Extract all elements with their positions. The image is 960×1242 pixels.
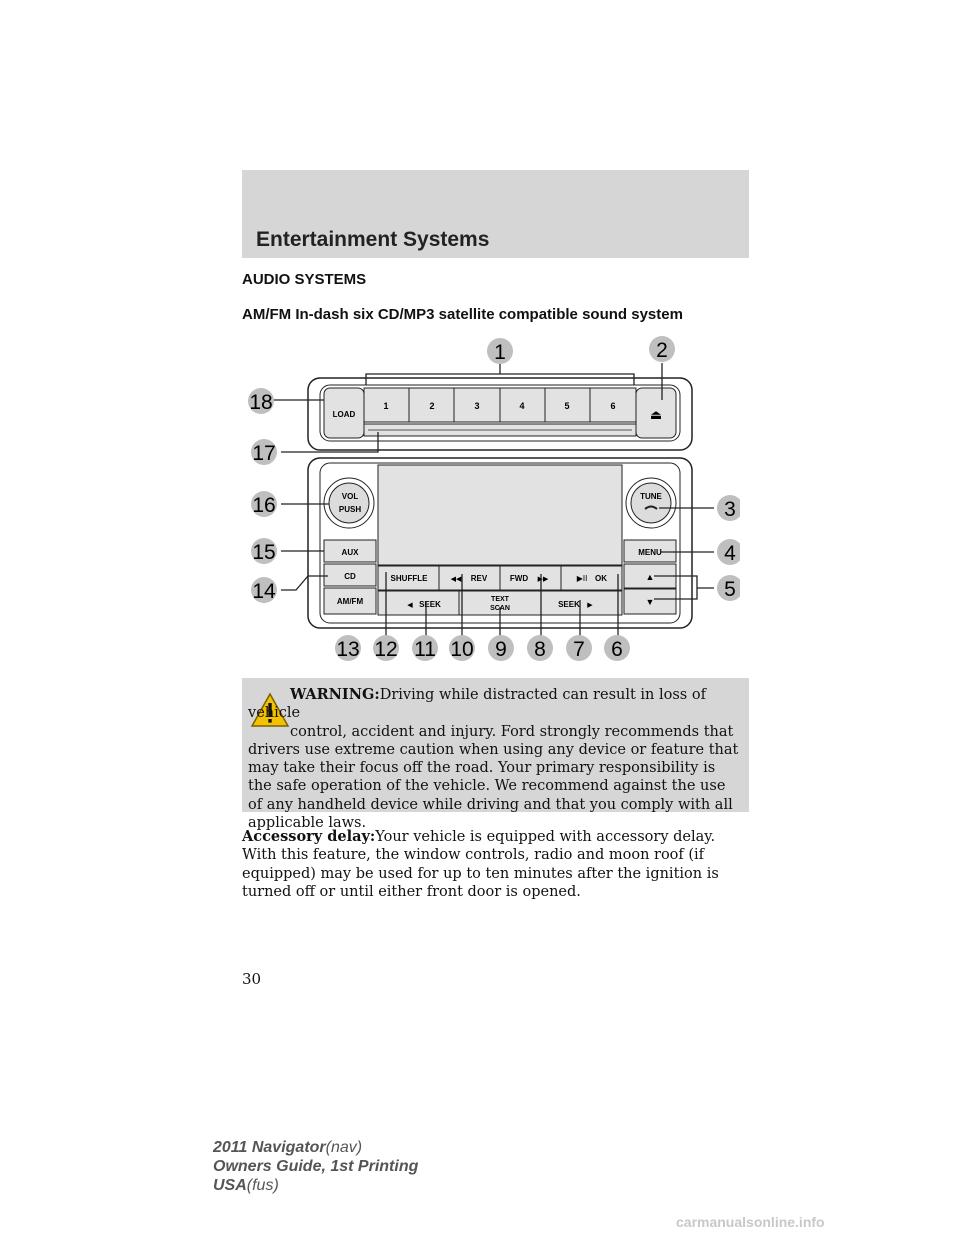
footer-model: 2011 Navigator bbox=[213, 1139, 326, 1156]
page-title: Entertainment Systems bbox=[256, 228, 490, 251]
fwd-label: FWD bbox=[509, 574, 529, 583]
callout-13: 13 bbox=[336, 638, 360, 661]
callout-7: 7 bbox=[573, 638, 585, 661]
preset-3-label: 3 bbox=[474, 401, 480, 411]
eject-icon: ⏏ bbox=[649, 407, 663, 422]
warning-label: WARNING: bbox=[290, 686, 380, 703]
play-pause-icon: ▶II bbox=[576, 574, 588, 583]
callout-8: 8 bbox=[534, 638, 546, 661]
tune-label: TUNE bbox=[640, 492, 662, 501]
down-arrow-icon: ▼ bbox=[645, 597, 655, 607]
subheading: AM/FM In-dash six CD/MP3 satellite compatible sound system bbox=[242, 306, 683, 323]
text-label: TEXT bbox=[491, 596, 509, 603]
callout-2: 2 bbox=[656, 339, 668, 362]
footer-line-3 bbox=[213, 1176, 418, 1195]
scan-label: SCAN bbox=[490, 605, 510, 612]
warning-second-line bbox=[248, 723, 742, 741]
footer-market: USA bbox=[213, 1177, 247, 1194]
callout-6: 6 bbox=[611, 638, 623, 661]
warning-line-2: control, accident and injury. Ford strongly recommends that bbox=[290, 723, 734, 740]
seek-left-icon: ◀ bbox=[407, 602, 413, 609]
page-number: 30 bbox=[242, 970, 262, 988]
warning-first-line bbox=[248, 686, 742, 723]
vol-label: VOL bbox=[341, 492, 359, 501]
radio-diagram bbox=[240, 335, 740, 665]
preset-5-label: 5 bbox=[564, 401, 570, 411]
footer-line-1 bbox=[213, 1138, 418, 1157]
watermark: carmanualsonline.info bbox=[676, 1214, 825, 1230]
ok-label: OK bbox=[595, 574, 607, 583]
callout-9: 9 bbox=[495, 638, 507, 661]
amfm-label: AM/FM bbox=[336, 597, 364, 606]
callout-5: 5 bbox=[724, 578, 736, 601]
vol-knob bbox=[329, 483, 369, 523]
callout-3: 3 bbox=[724, 498, 736, 521]
footer bbox=[213, 1138, 418, 1195]
warning-text bbox=[248, 686, 742, 832]
accessory-delay-label: Accessory delay: bbox=[242, 828, 376, 845]
preset-2-label: 2 bbox=[429, 401, 435, 411]
radio-diagram-svg bbox=[240, 335, 740, 665]
warning-rest: drivers use extreme caution when using any device or feature that may take their focus off the road. Your primary responsibility is the safe operation of the vehicle. We recommend against the use of any handheld device while driving and that you comply with all applicable laws. bbox=[248, 741, 739, 832]
callout-11: 11 bbox=[414, 638, 436, 661]
accessory-delay-paragraph bbox=[242, 828, 748, 901]
rev-label: REV bbox=[470, 574, 488, 583]
preset-4-label: 4 bbox=[519, 401, 525, 411]
callout-14: 14 bbox=[252, 580, 276, 603]
callout-17: 17 bbox=[252, 442, 276, 465]
warning-line-1: Driving while distracted can result in loss of vehicle bbox=[248, 687, 706, 722]
display-screen bbox=[378, 465, 622, 565]
preset-6-label: 6 bbox=[610, 401, 616, 411]
accessory-delay-text: Your vehicle is equipped with accessory delay. With this feature, the window controls, radio and moon roof (if equipped) may be used for up to ten minutes after the ignition is turned off or until either front door is opened. bbox=[242, 829, 719, 900]
callout-10: 10 bbox=[450, 638, 474, 661]
callout-1: 1 bbox=[494, 341, 506, 364]
up-arrow-icon: ▲ bbox=[645, 572, 655, 582]
rewind-icon: ◀◀ bbox=[450, 576, 462, 583]
preset-1-label: 1 bbox=[383, 401, 389, 411]
footer-model-code: (nav) bbox=[325, 1139, 363, 1156]
callout-18: 18 bbox=[249, 391, 273, 414]
seek-left-label: SEEK bbox=[419, 600, 441, 609]
shuffle-label: SHUFFLE bbox=[390, 574, 428, 583]
cd-label: CD bbox=[344, 572, 356, 581]
footer-market-code: (fus) bbox=[246, 1177, 279, 1194]
callout-4: 4 bbox=[724, 542, 736, 565]
callout-16: 16 bbox=[252, 494, 276, 517]
callout-12: 12 bbox=[374, 638, 398, 661]
tune-knob bbox=[631, 483, 671, 523]
section-heading: AUDIO SYSTEMS bbox=[242, 271, 367, 288]
seek-right-icon: ▶ bbox=[587, 602, 593, 609]
push-label: PUSH bbox=[338, 505, 362, 514]
aux-label: AUX bbox=[341, 548, 359, 557]
seek-right-label: SEEK bbox=[558, 600, 580, 609]
fast-forward-icon: ▶▶ bbox=[537, 576, 549, 583]
menu-label: MENU bbox=[638, 548, 662, 557]
load-label: LOAD bbox=[332, 410, 356, 419]
footer-line-2: Owners Guide, 1st Printing bbox=[213, 1158, 419, 1175]
callout-15: 15 bbox=[252, 541, 276, 564]
